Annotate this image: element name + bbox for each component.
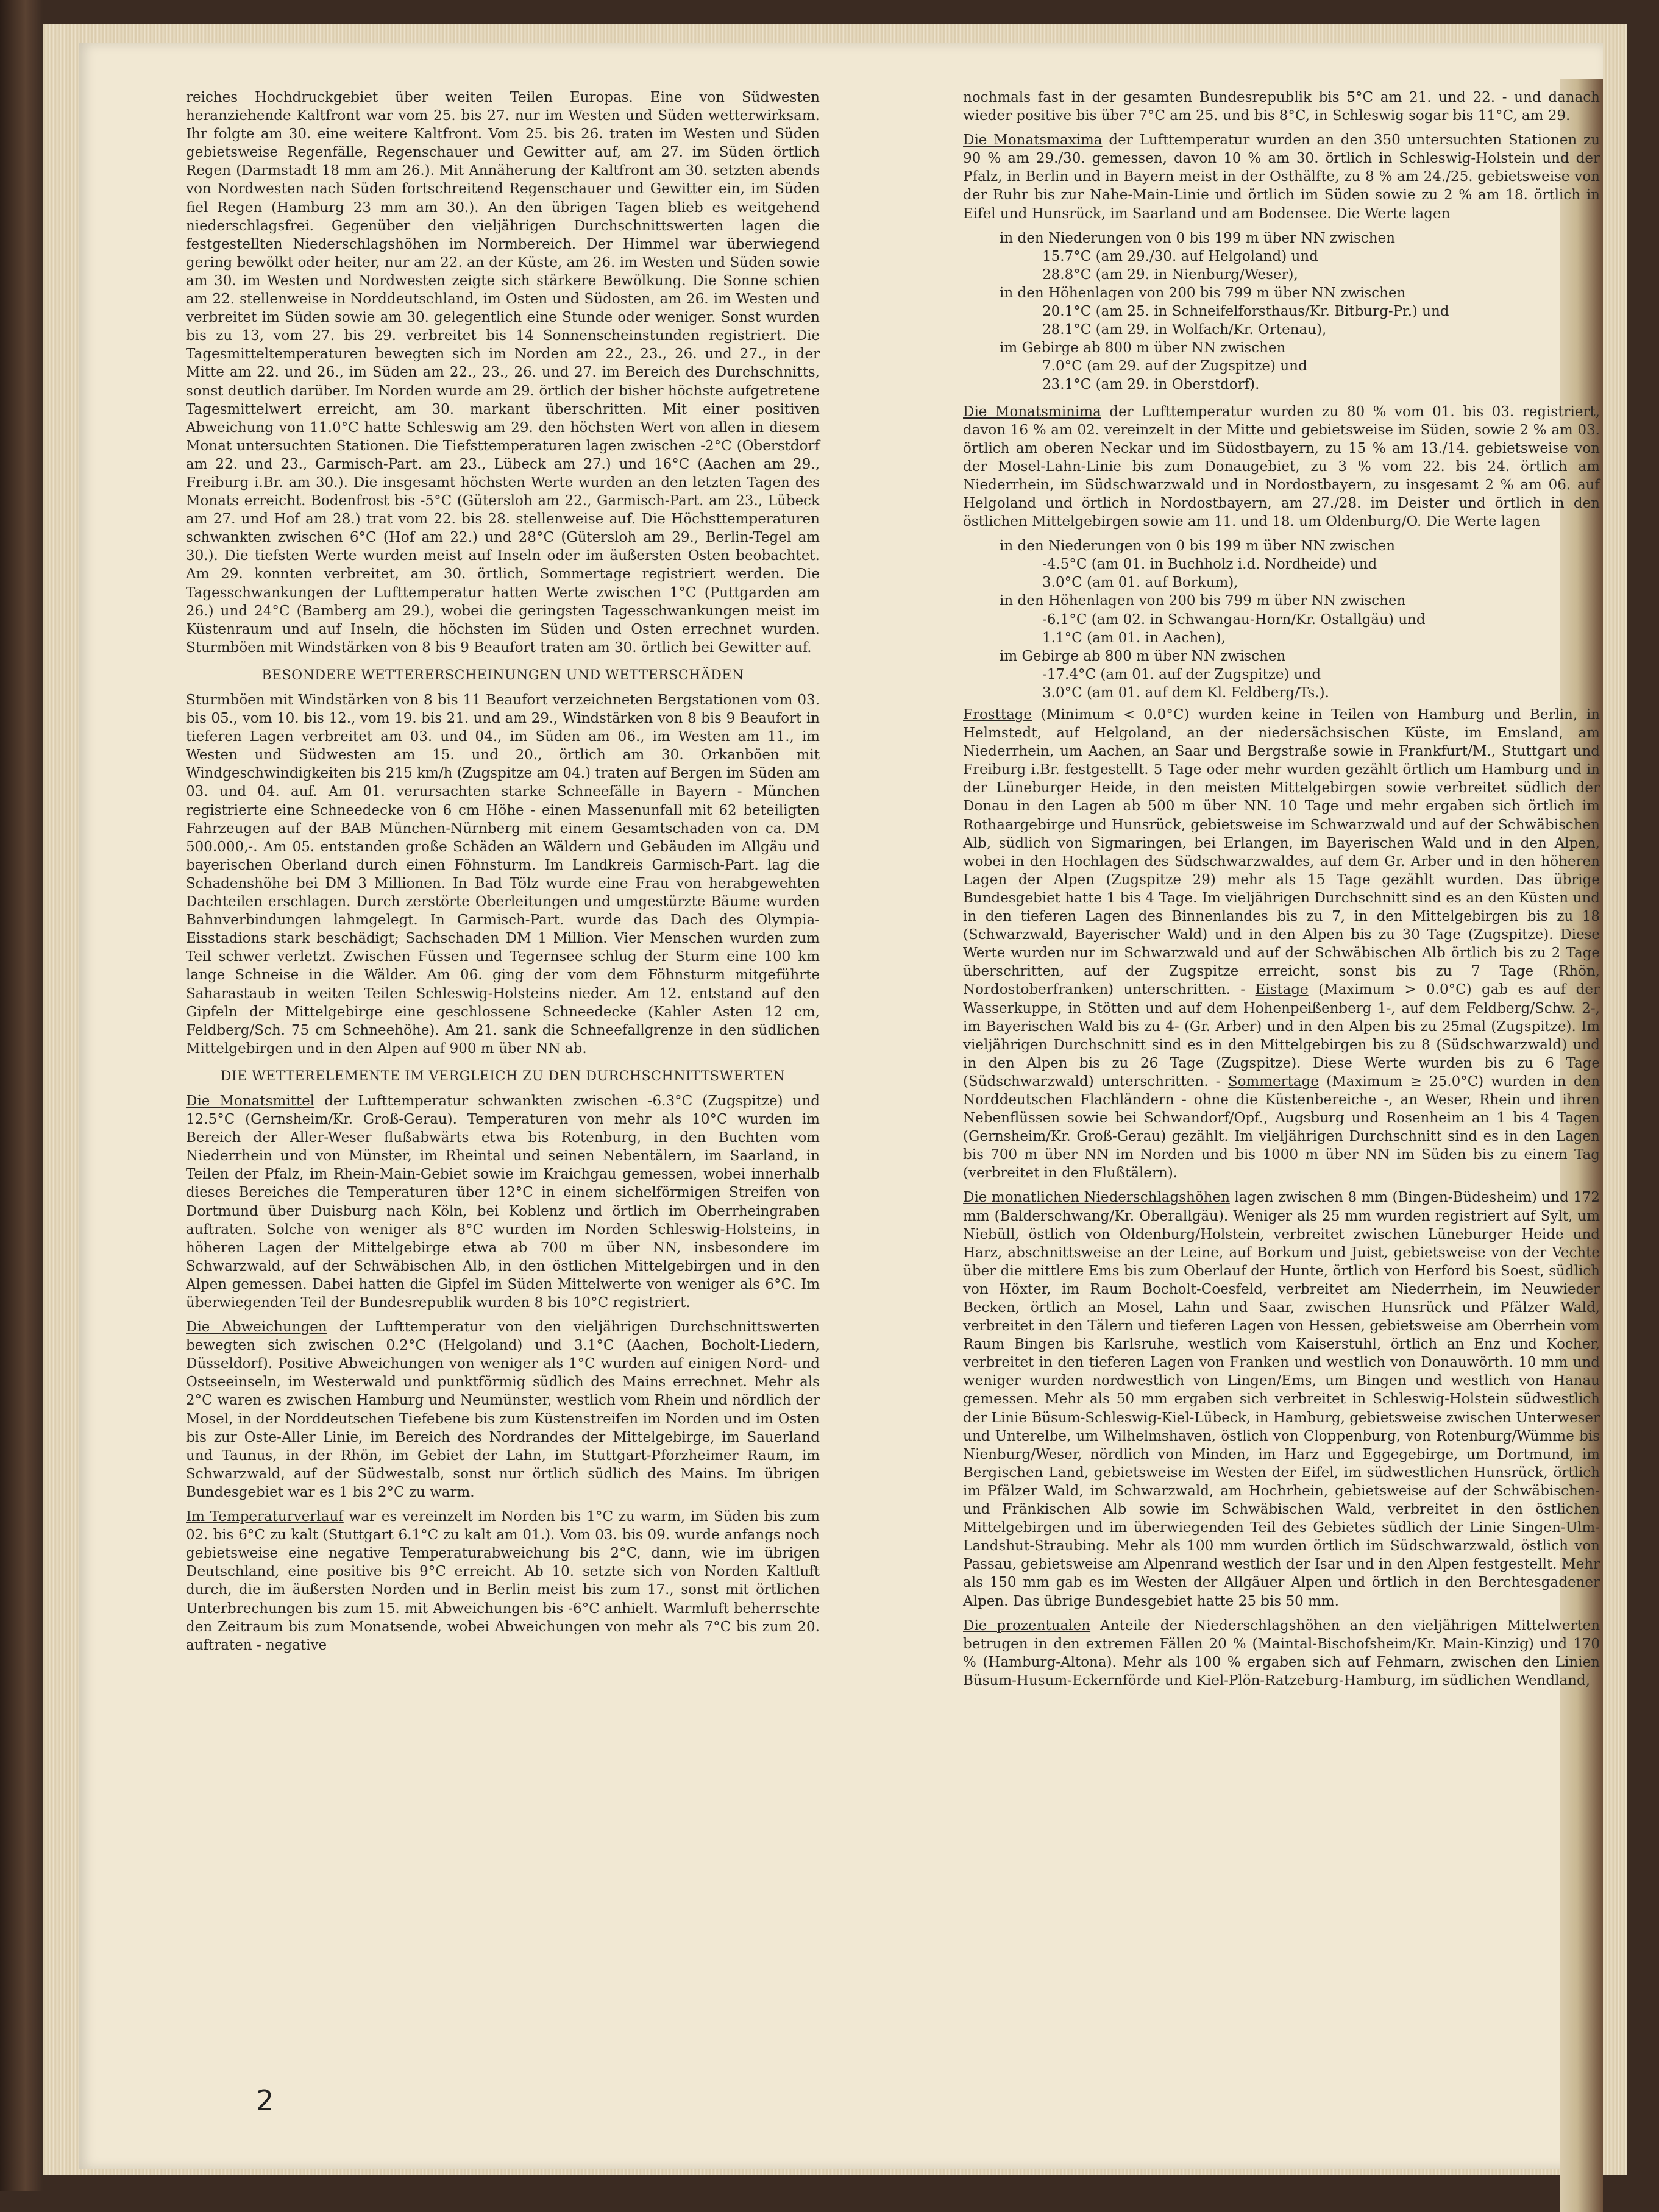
underlined-term: Die monatlichen Niederschlagshöhen	[963, 1189, 1230, 1206]
underlined-term: Die Abweichungen	[186, 1319, 327, 1336]
section-heading: BESONDERE WETTERERSCHEINUNGEN UND WETTERSCHÄDEN	[261, 667, 744, 683]
list-item: 15.7°C (am 29./30. auf Helgoland) und	[1042, 248, 1318, 264]
left-column	[186, 88, 820, 1661]
paragraph-text: der Lufttemperatur von den vieljährigen Durchschnittswerten bewegten sich zwischen 0.2°C (Helgoland) und 3.1°C (Aachen, Bocholt-Liedern, Düsseldorf). Positive Abweichungen von weniger als 1°C wurden auf einigen Nord- und Ostseeinseln, im Westerwald und punktförmig südlich des Mains errechnet. Mehr als 2°C waren es zwischen Hamburg und Neumünster, westlich vom Rhein und nördlich der Mosel, in der Norddeutschen Tiefebene bis zum Küstenstreifen im Norden und im Osten bis zur Oste-Aller Linie, im Bereich des Nordrandes der Mittelgebirge, im Sauerland und Taunus, in der Rhön, im Gebiet der Lahn, im Stuttgart-Pforzheimer Raum, im Schwarzwald, auf der Südwestalb, sonst nur örtlich südlich des Mains. Im übrigen Bundesgebiet war es 1 bis 2°C zu warm.	[186, 1319, 820, 1500]
right-column	[963, 88, 1600, 1696]
maxima-list	[963, 229, 1600, 394]
paragraph-text: lagen zwischen 8 mm (Bingen-Büdesheim) und 172 mm (Balderschwang/Kr. Oberallgäu). Weniger als 25 mm wurden registriert auf Sylt, um Niebüll, östlich von Oldenburg/Holstein, verbreitet zwischen Lüneburger Heide und Harz, abschnittsweise an der Leine, auf Borkum und Juist, gebietsweise von der Vechte über die mittlere Ems bis zum Oberlauf der Hunte, örtlich von Herford bis Soest, südlich von Höxter, im Raum Bocholt-Coesfeld, verbreitet am Niederrhein, im Neuwieder Becken, örtlich an Mosel, Lahn und Saar, zwischen Hunsrück und Pfälzer Wald, verbreitet in den Tälern und tieferen Lagen von Hessen, gebietsweise am Oberrhein vom Raum Bingen bis Karlsruhe, westlich vom Kaiserstuhl, örtlich an Enz und Kocher, verbreitet in den tieferen Lagen von Franken und westlich von Donauwörth. 10 mm und weniger wurden nordwestlich von Lingen/Ems, um Bingen und westlich von Hanau gemessen. Mehr als 50 mm ergaben sich verbreitet in Schleswig-Holstein südwestlich der Linie Büsum-Schleswig-Kiel-Lübeck, in Hamburg, gebietsweise zwischen Unterweser und Unterelbe, um Wilhelmshaven, östlich von Cloppenburg, von Rotenburg/Wümme bis Nienburg/Weser, nördlich von Minden, im Harz und Eggegebirge, um Dortmund, im Bergischen Land, gebietsweise im Westen der Eifel, im südwestlichen Hunsrück, örtlich im Pfälzer Wald, im Schwarzwald, am Hochrhein, gebietsweise auf der Schwäbischen- und Fränkischen Alb sowie im Schwäbischen Wald, verbreitet in den östlichen Mittelgebirgen und im überwiegenden Teil des Gebietes südlich der Linie Singen-Ulm-Landshut-Straubing. Mehr als 100 mm wurden örtlich im Südschwarzwald, östlich von Passau, gebietsweise am Alpenrand westlich der Isar und in den Alpen festgestellt. Mehr als 150 mm gab es im Westen der Allgäuer Alpen und örtlich in den Berchtesgadener Alpen. Das übrige Bundesgebiet hatte 25 bis 50 mm.	[963, 1189, 1600, 1609]
paragraph-text: Anteile der Niederschlagshöhen an den vieljährigen Mittelwerten betrugen in den extremen Fällen 20 % (Maintal-Bischofsheim/Kr. Main-Kinzig) und 170 % (Hamburg-Altona). Mehr als 100 % ergaben sich auf Fehmarn, zwischen den Linien Büsum-Husum-Eckernförde und Kiel-Plön-Ratzeburg-Hamburg, im südlichen Wendland,	[963, 1617, 1600, 1689]
underlined-term: Die prozentualen	[963, 1617, 1091, 1634]
underlined-term: Eistage	[1255, 982, 1309, 998]
list-item: -17.4°C (am 01. auf der Zugspitze) und	[1042, 666, 1321, 682]
paragraph-text: war es vereinzelt im Norden bis 1°C zu warm, im Süden bis zum 02. bis 6°C zu kalt (Stuttgart 6.1°C zu kalt am 01.). Vom 03. bis 09. wurde anfangs noch gebietsweise eine negative Temperaturabweichung bis 2°C, dann, wie im übrigen Deutschland, eine positive bis 9°C erreicht. Ab 10. setzte sich von Norden Kaltluft durch, die im äußersten Norden und in Berlin meist bis zum 17., sonst mit örtlichen Unterbrechungen bis zum 15. mit Abweichungen bis -6°C anhielt. Warmluft beherrschte den Zeitraum bis zum Monatsende, wobei Abweichungen von mehr als 7°C bis zum 20. auftraten - negative	[186, 1509, 820, 1653]
paragraph-text: (Maximum ≥ 25.0°C) wurden in den Norddeutschen Flachländern - ohne die Küstenbereiche -, an Weser, Rhein und ihren Nebenflüssen sowie bei Schwandorf/Opf., Augsburg und Rosenheim an 1 bis 4 Tagen (Gernsheim/Kr. Groß-Gerau) gezählt. Im vieljährigen Durchschnitt sind es in den Lagen bis 700 m über NN im Norden und bis 1000 m über NN im Süden bis zu einem Tag (verbreitet in den Flußtälern).	[963, 1073, 1600, 1182]
list-item: im Gebirge ab 800 m über NN zwischen	[1000, 648, 1286, 664]
list-item: 1.1°C (am 01. in Aachen),	[1042, 629, 1226, 646]
paragraph	[186, 1318, 820, 1501]
paragraph-text: (Maximum > 0.0°C) gab es auf der Wasserkuppe, in Stötten und auf dem Hohenpeißenberg 1-, auf dem Feldberg/Schw. 2-, im Bayerischen Wald bis zu 4- (Gr. Arber) und in den Alpen bis zu 25mal (Zugspitze). Im vieljährigen Durchschnitt sind es in den Mittelgebirgen bis zu 8 (Südschwarzwald) und in den Alpen bis zu 26 Tage (Zugspitze). Diese Werte wurden bis zu 6 Tage (Südschwarzwald) unterschritten. -	[963, 982, 1600, 1090]
paragraph	[963, 1617, 1600, 1690]
list-item: 23.1°C (am 29. in Oberstdorf).	[1042, 377, 1260, 393]
list-item: im Gebirge ab 800 m über NN zwischen	[1000, 340, 1286, 356]
section-heading: DIE WETTERELEMENTE IM VERGLEICH ZU DEN DURCHSCHNITTSWERTEN	[220, 1068, 786, 1084]
list-item: 28.8°C (am 29. in Nienburg/Weser),	[1042, 266, 1298, 283]
list-item: 28.1°C (am 29. in Wolfach/Kr. Ortenau),	[1042, 322, 1327, 338]
paragraph-text: der Lufttemperatur schwankten zwischen -6.3°C (Zugspitze) und 12.5°C (Gernsheim/Kr. Groß-Gerau). Temperaturen von mehr als 10°C wurden im Bereich der Aller-Weser flußabwärts etwa bis Rotenburg, in den Buchten vom Niederrhein und von Münster, im Rheintal und seinen Nebentälern, im Saarland, in Teilen der Pfalz, im Rhein-Main-Gebiet sowie im Kraichgau gemessen, wobei innerhalb dieses Bereiches die Temperaturen über 12°C in einem sichelförmigen Streifen von Dortmund über Duisburg nach Köln, bei Koblenz und örtlich im Oberrheingraben auftraten. Solche von weniger als 8°C wurden im Norden Schleswig-Holsteins, in höheren Lagen der Mittelgebirge etwa ab 700 m über NN, insbesondere im Schwarzwald, auf der Schwäbischen Alb, in den östlichen Mittelgebirgen und in den Alpen gemessen. Dabei hatten die Gipfel im Süden Mittelwerte von weniger als 6°C. Im überwiegenden Teil der Bundesrepublik wurden 8 bis 10°C registriert.	[186, 1093, 820, 1311]
underlined-term: Die Monatsminima	[963, 403, 1101, 420]
paragraph	[186, 1508, 820, 1654]
list-item: in den Höhenlagen von 200 bis 799 m über NN zwischen	[1000, 593, 1406, 609]
page-number: 2	[256, 2084, 274, 2117]
list-item: in den Niederungen von 0 bis 199 m über NN zwischen	[1000, 538, 1395, 555]
minima-list	[963, 537, 1600, 702]
book-spine	[0, 0, 43, 2191]
underlined-term: Die Monatsmittel	[186, 1093, 315, 1109]
list-item: 7.0°C (am 29. auf der Zugspitze) und	[1042, 358, 1307, 375]
underlined-term: Sommertage	[1227, 1073, 1319, 1090]
list-item: in den Höhenlagen von 200 bis 799 m über NN zwischen	[1000, 285, 1406, 301]
list-item: 3.0°C (am 01. auf Borkum),	[1042, 575, 1238, 591]
underlined-term: Im Temperaturverlauf	[186, 1509, 344, 1525]
underlined-term: Frosttage	[963, 707, 1032, 723]
list-item: 20.1°C (am 25. in Schneifelforsthaus/Kr. Bitburg-Pr.) und	[1042, 303, 1449, 320]
paragraph: nochmals fast in der gesamten Bundesrepublik bis 5°C am 21. und 22. - und danach wieder positive bis über 7°C am 25. und bis 8°C, in Schleswig sogar bis 11°C, am 29.	[963, 90, 1600, 124]
paragraph	[963, 403, 1600, 531]
paragraph-text: (Minimum < 0.0°C) wurden keine in Teilen von Hamburg und Berlin, in Helmstedt, auf Helgoland, an der niedersächsischen Küste, im Emsland, am Niederrhein, um Aachen, an Saar und Bergstraße sowie in Frankfurt/M., Stuttgart und Freiburg i.Br. festgestellt. 5 Tage oder mehr wurden gezählt örtlich um Hamburg und in der Lüneburger Heide, in den meisten Mittelgebirgen sowie verbreitet südlich der Donau in den Lagen ab 500 m über NN. 10 Tage und mehr ergaben sich örtlich im Rothaargebirge und Hunsrück, gebietsweise im Schwarzwald und auf der Schwäbischen Alb, südlich von Sigmaringen, bei Erlangen, im Bayerischen Wald und in den Alpen, wobei in den Hochlagen des Südschwarzwaldes, auf dem Gr. Arber und in den höheren Lagen der Alpen (Zugspitze 29) mehr als 15 Tage gezählt wurden. Das übrige Bundesgebiet hatte 1 bis 4 Tage. Im vieljährigen Durchschnitt sind es an den Küsten und in den tieferen Lagen des Binnenlandes bis zu 7, in den Mittelgebirgen bis zu 18 (Schwarzwald, Bayerischer Wald) und in den Alpen bis zu 30 Tage (Zugspitze). Diese Werte wurden nur im Schwarzwald und auf der Schwäbischen Alb örtlich bis zu 2 Tage überschritten, auf der Zugspitze erreicht, sonst bis zu 7 Tage (Rhön, Nordostoberfranken) unterschritten. -	[963, 707, 1600, 998]
list-item: -4.5°C (am 01. in Buchholz i.d. Nordheide) und	[1042, 556, 1377, 573]
list-item: -6.1°C (am 02. in Schwangau-Horn/Kr. Ostallgäu) und	[1042, 611, 1426, 628]
paragraph	[963, 131, 1600, 222]
paragraph-text: der Lufttemperatur wurden zu 80 % vom 01. bis 03. registriert, davon 16 % am 02. vereinzelt in der Mitte und gebietsweise im Süden, sowie 2 % am 03. örtlich am oberen Neckar und im Südostbayern, zu 15 % am 13./14. gebietsweise von der Mosel-Lahn-Linie bis zum Donaugebiet, zu 3 % vom 22. bis 24. örtlich am Niederrhein, im Südschwarzwald und in Nordostbayern, zu insgesamt 2 % am 06. auf Helgoland und örtlich in Nordostbayern, am 27./28. im Deister und örtlich in den östlichen Mittelgebirgen sowie am 11. und 18. um Oldenburg/O. Die Werte lagen	[963, 403, 1600, 530]
underlined-term: Die Monatsmaxima	[963, 132, 1103, 149]
paragraph: reiches Hochdruckgebiet über weiten Teilen Europas. Eine von Südwesten heranziehende Kaltfront war vom 25. bis 27. nur im Westen und Süden wetterwirksam. Ihr folgte am 30. eine weitere Kaltfront. Vom 25. bis 26. traten im Westen und Süden gebietsweise Regenfälle, Regenschauer und Gewitter auf, am 27. im Süden örtlich Regen (Darmstadt 18 mm am 26.). Mit Annäherung der Kaltfront am 30. setzten abends von Nordwesten nach Süden fortschreitend Regenschauer und Gewitter ein, im Süden fiel Regen (Hamburg 23 mm am 30.). An den übrigen Tagen blieb es weitgehend niederschlagsfrei. Gegenüber den vieljährigen Durchschnittswerten lagen die festgestellten Niederschlagshöhen im Normbereich. Der Himmel war überwiegend gering bewölkt oder heiter, nur am 22. an der Küste, am 26. im Westen und Süden sowie am 30. im Westen und Nordwesten zeigte sich stärkere Bewölkung. Die Sonne schien am 22. stellenweise in Norddeutschland, im Osten und Südosten, am 26. im Westen und verbreitet im Süden sowie am 30. gelegentlich eine Stunde oder weniger. Sonst wurden bis zu 13, vom 27. bis 29. verbreitet bis 14 Sonnenscheinstunden registriert. Die Tagesmitteltemperaturen bewegten sich im Norden am 22., 23., 26. und 27., in der Mitte am 22. und 26., im Süden am 22., 23., 26. und 27. im Bereich des Durchschnitts, sonst deutlich darüber. Im Norden wurde am 29. örtlich der bisher höchste aufgetretene Tagesmittelwert erreicht, am 30. markant überschritten. Mit einer positiven Abweichung von 11.0°C hatte Schleswig am 29. den höchsten Wert von allen in diesem Monat untersuchten Stationen. Die Tiefsttemperaturen lagen zwischen -2°C (Oberstdorf am 22. und 23., Garmisch-Part. am 23., Lübeck am 27.) und 16°C (Aachen am 29., Freiburg i.Br. am 30.). Die insgesamt höchsten Werte wurden an den letzten Tagen des Monats erreicht. Bodenfrost bis -5°C (Gütersloh am 22., Garmisch-Part. am 23., Lübeck am 27. und Hof am 28.) trat vom 22. bis 28. stellenweise auf. Die Höchsttemperaturen schwankten zwischen 6°C (Hof am 22.) und 28°C (Gütersloh am 29., Berlin-Tegel am 30.). Die tiefsten Werte wurden meist auf Inseln oder im äußersten Osten beobachtet. Am 29. konnten verbreitet, am 30. örtlich, Sommertage registriert werden. Die Tagesschwankungen der Lufttemperatur hatten Werte zwischen 1°C (Puttgarden am 26.) und 24°C (Bamberg am 29.), wobei die geringsten Tagesschwankungen meist im Küstenraum und auf Inseln, die höchsten im Süden und Osten errechnet wurden. Sturmböen mit Windstärken von 8 bis 9 Beaufort traten am 30. örtlich bei Gewitter auf.	[186, 90, 820, 656]
list-item: 3.0°C (am 01. auf dem Kl. Feldberg/Ts.).	[1042, 684, 1329, 701]
list-item: in den Niederungen von 0 bis 199 m über NN zwischen	[1000, 230, 1395, 246]
paragraph: Sturmböen mit Windstärken von 8 bis 11 Beaufort verzeichneten Bergstationen vom 03. bis 05., vom 10. bis 12., vom 19. bis 21. und am 29., Windstärken von 8 bis 9 Beaufort in tieferen Lagen verbreitet am 03. und 04., im Süden am 06., im Westen am 11., im Westen und Südwesten am 15. und 20., örtlich am 30. Orkanböen mit Windgeschwindigkeiten bis 215 km/h (Zugspitze am 04.) traten auf Bergen im Süden am 03. und 04. auf. Am 01. verursachten starke Schneefälle in Bayern - München registrierte eine Schneedecke von 6 cm Höhe - einen Massenunfall mit 62 beteiligten Fahrzeugen auf der BAB München-Nürnberg mit einem Gesamtschaden von ca. DM 500.000,-. Am 05. entstanden große Schäden an Wäldern und Gebäuden im Allgäu und bayerischen Oberland durch einen Föhnsturm. Im Landkreis Garmisch-Part. lag die Schadenshöhe bei DM 3 Millionen. In Bad Tölz wurde eine Frau von herabgewehten Dachteilen erschlagen. Durch zerstörte Oberleitungen und umgestürzte Bäume wurden Bahnverbindungen lahmgelegt. In Garmisch-Part. wurde das Dach des Olympia-Eisstadions stark beschädigt; Sachschaden DM 1 Million. Vier Menschen wurden zum Teil schwer verletzt. Zwischen Füssen und Tegernsee schlug der Sturm eine 100 km lange Schneise in die Wälder. Am 06. ging der vom dem Föhnsturm mitgeführte Saharastaub in weiten Teilen Schleswig-Holsteins nieder. Am 12. entstand auf den Gipfeln der Mittelgebirge eine geschlossene Schneedecke (Kahler Asten 12 cm, Feldberg/Sch. 75 cm Schneehöhe). Am 21. sank die Schneefallgrenze in den südlichen Mittelgebirgen und in den Alpen auf 900 m über NN ab.	[186, 692, 820, 1057]
paragraph	[963, 706, 1600, 1182]
paragraph	[186, 1092, 820, 1312]
paragraph-text: der Lufttemperatur wurden an den 350 untersuchten Stationen zu 90 % am 29./30. gemessen, davon 10 % am 30. örtlich in Schleswig-Holstein und der Pfalz, in Berlin und in Bayern meist in der Osthälfte, zu 8 % am 24./25. gebietsweise von der Ruhr bis zur Nahe-Main-Linie und örtlich im Süden sowie zu 2 % am 18. örtlich in Eifel und Hunsrück, im Saarland und am Bodensee. Die Werte lagen	[963, 132, 1600, 222]
paragraph	[963, 1188, 1600, 1610]
